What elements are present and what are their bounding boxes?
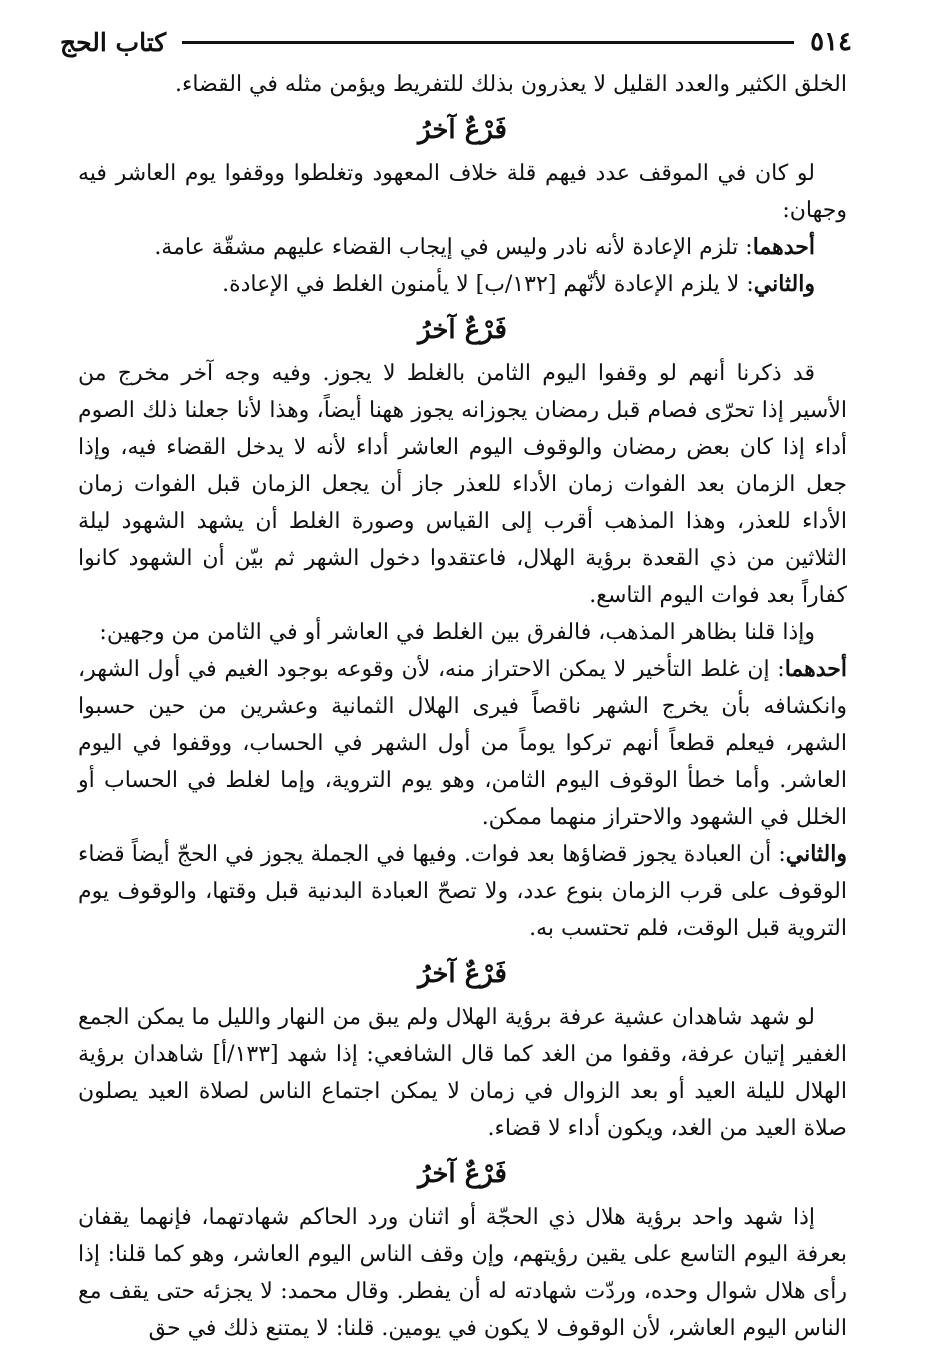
paragraph (78, 836, 847, 947)
paragraph: إذا شهد واحد برؤية هلال ذي الحجّة أو اثنان ورد الحاكم شهادتهما، فإنهما يقفان بعرفة اليوم التاسع على يقين رؤيتهم، وإن وقف الناس اليوم العاشر، وهو كما قلنا: إذا رأى هلال شوال وحده، وردّت شهادته له أن يفطر. وقال محمد: لا يجزئه حتى يقف مع الناس اليوم العاشر، لأن الوقوف لا يكون في يومين. قلنا: لا يمتنع ذلك في حق (78, 1205, 847, 1341)
paragraph (78, 651, 847, 836)
paragraph: قد ذكرنا أنهم لو وقفوا اليوم الثامن بالغلط لا يجوز. وفيه وجه آخر مخرج من الأسير إذا تحرّى فصام قبل رمضان يجوزانه يجوز ههنا أيضاً، وهذا لأنا جعلنا ذلك الصوم أداء إذا كان بعض رمضان والوقوف اليوم العاشر أداء لأنه لا يدخل القضاء فيه، وإذا جعل الزمان بعد الفوات زمان الأداء للعذر جاز أن يجعل الزمان قبل الفوات زمان الأداء للعذر، وهذا المذهب أقرب إلى القياس وصورة الغلط أن يشهد الشهود ليلة الثلاثين من ذي القعدة برؤية الهلال، فاعتقدوا دخول الشهر ثم بيّن أن الشهود كانوا كفاراً بعد فوات اليوم التاسع. (78, 361, 847, 608)
paragraph-text: : تلزم الإعادة لأنه نادر وليس في إيجاب القضاء عليهم مشقّة عامة. (154, 235, 753, 260)
page-number: ٥١٤ (810, 27, 852, 57)
paragraph: وإذا قلنا بظاهر المذهب، فالفرق بين الغلط في العاشر أو في الثامن من وجهين: (99, 620, 815, 645)
paragraph-text: : لا يلزم الإعادة لأنّهم [١٣٢/ب] لا يأمنون الغلط في الإعادة. (222, 272, 754, 297)
paragraph (78, 229, 847, 266)
header-rule (182, 41, 794, 44)
paragraph: لو شهد شاهدان عشية عرفة برؤية الهلال ولم يبق من النهار والليل ما يمكن الجمع الغفير إتيان عرفة، وقفوا من الغد كما قال الشافعي: إذا شهد [١٣٣/أ] شاهدان برؤية الهلال لليلة العيد أو بعد الزوال في زمان لا يمكن اجتماع الناس لصلاة العيد يصلون صلاة العيد من الغد، ويكون أداء لا قضاء. (78, 1005, 847, 1141)
paragraph: لو كان في الموقف عدد فيهم قلة خلاف المعهود وتغلطوا ووقفوا يوم العاشر فيه وجهان: (78, 161, 847, 223)
book-title: كتاب الحج (60, 27, 167, 57)
paragraph: الخلق الكثير والعدد القليل لا يعذرون بذلك للتفريط ويؤمن مثله في القضاء. (175, 72, 847, 97)
paragraph-text: : أن العبادة يجوز قضاؤها بعد فوات. وفيها في الجملة يجوز في الحجّ أيضاً قضاء الوقوف على قرب الزمان بنوع عدد، ولا تصحّ العبادة البدنية قبل وقتها، والوقوف يوم التروية قبل الوقت، فلم تحتسب به. (78, 842, 847, 941)
page-body (78, 66, 847, 1347)
paragraph-lead: أحدهما (784, 656, 847, 682)
paragraph-text: : إن غلط التأخير لا يمكن الاحتراز منه، لأن وقوعه بوجود الغيم في أول الشهر، وانكشافه بأن يخرج الشهر ناقصاً فيرى الهلال الثمانية وعشرين من حين حسبوا الشهر، فيعلم قطعاً أنهم تركوا يوماً من أول الشهر في الحساب، ووقفوا في اليوم العاشر. وأما خطأ الوقوف اليوم الثامن، وهو يوم التروية، وإما لغلط في الحساب أو الخلل في الشهود والاحتراز منهما ممكن. (78, 657, 847, 830)
section-heading: فَرْعٌ آخرُ (418, 315, 507, 345)
section-heading: فَرْعٌ آخرُ (418, 115, 507, 145)
paragraph-lead: والثاني (753, 271, 815, 297)
paragraph-lead: والثاني (785, 841, 847, 867)
paragraph (78, 266, 847, 303)
section-heading: فَرْعٌ آخرُ (418, 959, 507, 989)
section-heading: فَرْعٌ آخرُ (418, 1159, 507, 1189)
page-header (60, 22, 852, 62)
paragraph-lead: أحدهما (752, 234, 815, 260)
